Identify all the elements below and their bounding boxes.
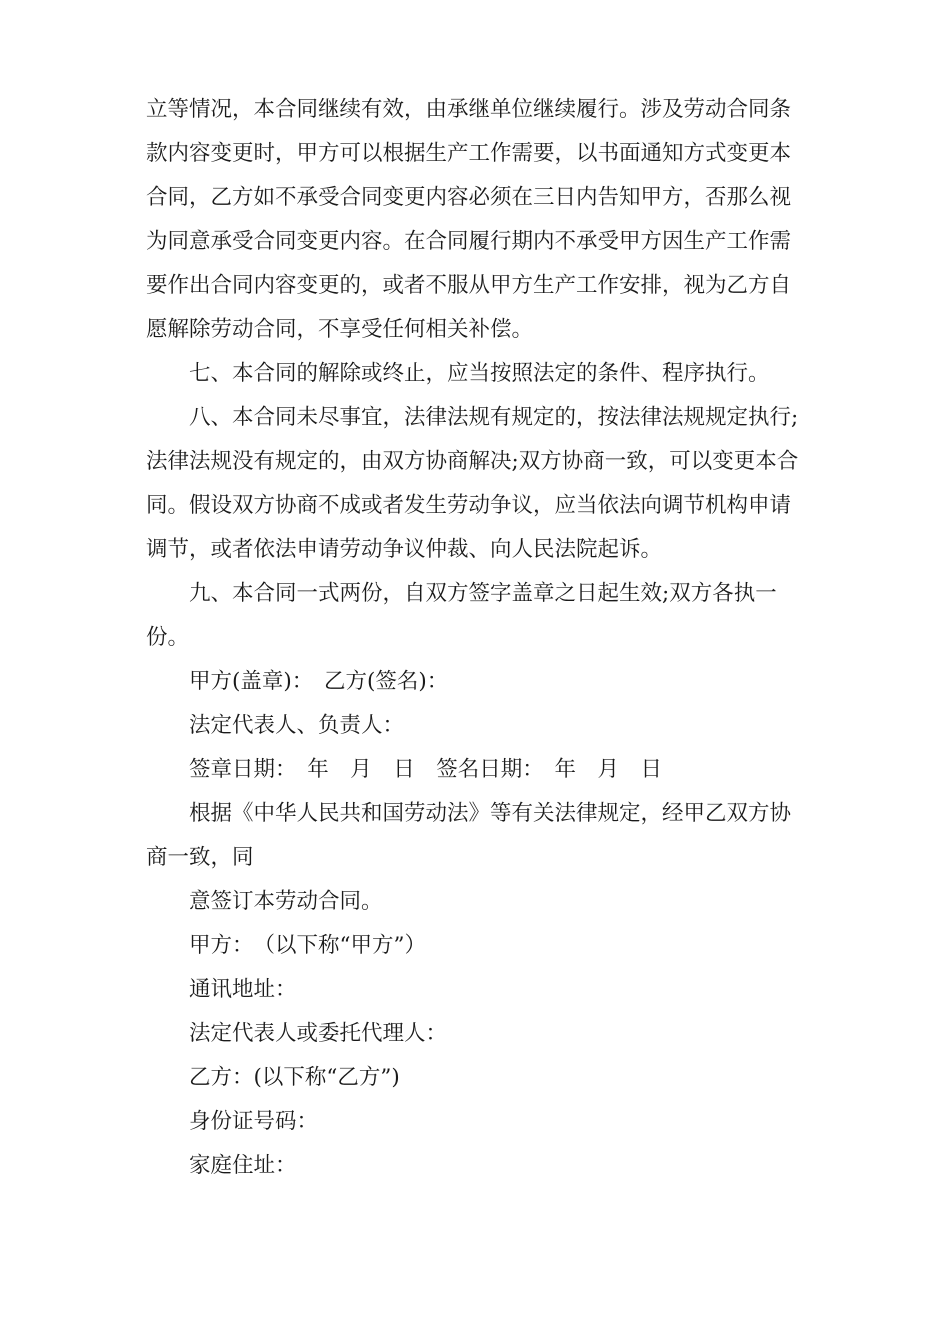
signature-date-line: 签章日期： 年 月 日 签名日期： 年 月 日 [189, 757, 663, 782]
contract-preamble: 根据《中华人民共和国劳动法》等有关法律规定，经甲乙双方协商一致，同 [146, 801, 792, 870]
mailing-address-line: 通讯地址： [189, 977, 297, 1002]
document-body [146, 88, 806, 1188]
clause-eight: 八、本合同未尽事宜，法律法规有规定的，按法律法规规定执行;法律法规没有规定的，由双方协商解决;双方协商一致，可以变更本合同。假设双方协商不成或者发生劳动争议，应当依法向调节机构申请调节，或者依法申请劳动争议仲裁、向人民法院起诉。 [146, 405, 799, 562]
representative-or-agent-line: 法定代表人或委托代理人： [189, 1021, 448, 1046]
clause-nine: 九、本合同一式两份，自双方签字盖章之日起生效;双方各执一份。 [146, 581, 777, 650]
clause-seven: 七、本合同的解除或终止，应当按照法定的条件、程序执行。 [189, 361, 770, 386]
home-address-line: 家庭住址： [189, 1153, 297, 1178]
party-a-line: 甲方： （以下称“甲方”） [189, 933, 426, 958]
signature-parties-line: 甲方(盖章)： 乙方(签名)： [189, 669, 449, 694]
id-number-line: 身份证号码： [189, 1109, 319, 1134]
legal-representative-line: 法定代表人、负责人： [189, 713, 405, 738]
contract-preamble-continued: 意签订本劳动合同。 [189, 889, 383, 914]
paragraph-continuation: 立等情况，本合同继续有效，由承继单位继续履行。涉及劳动合同条款内容变更时，甲方可以根据生产工作需要，以书面通知方式变更本合同，乙方如不承受合同变更内容必须在三日内告知甲方，否那么视为同意承受合同变更内容。在合同履行期内不承受甲方因生产工作需要作出合同内容变更的，或者不服从甲方生产工作安排，视为乙方自愿解除劳动合同，不享受任何相关补偿。 [146, 97, 792, 342]
party-b-line: 乙方：(以下称“乙方”) [189, 1065, 400, 1090]
